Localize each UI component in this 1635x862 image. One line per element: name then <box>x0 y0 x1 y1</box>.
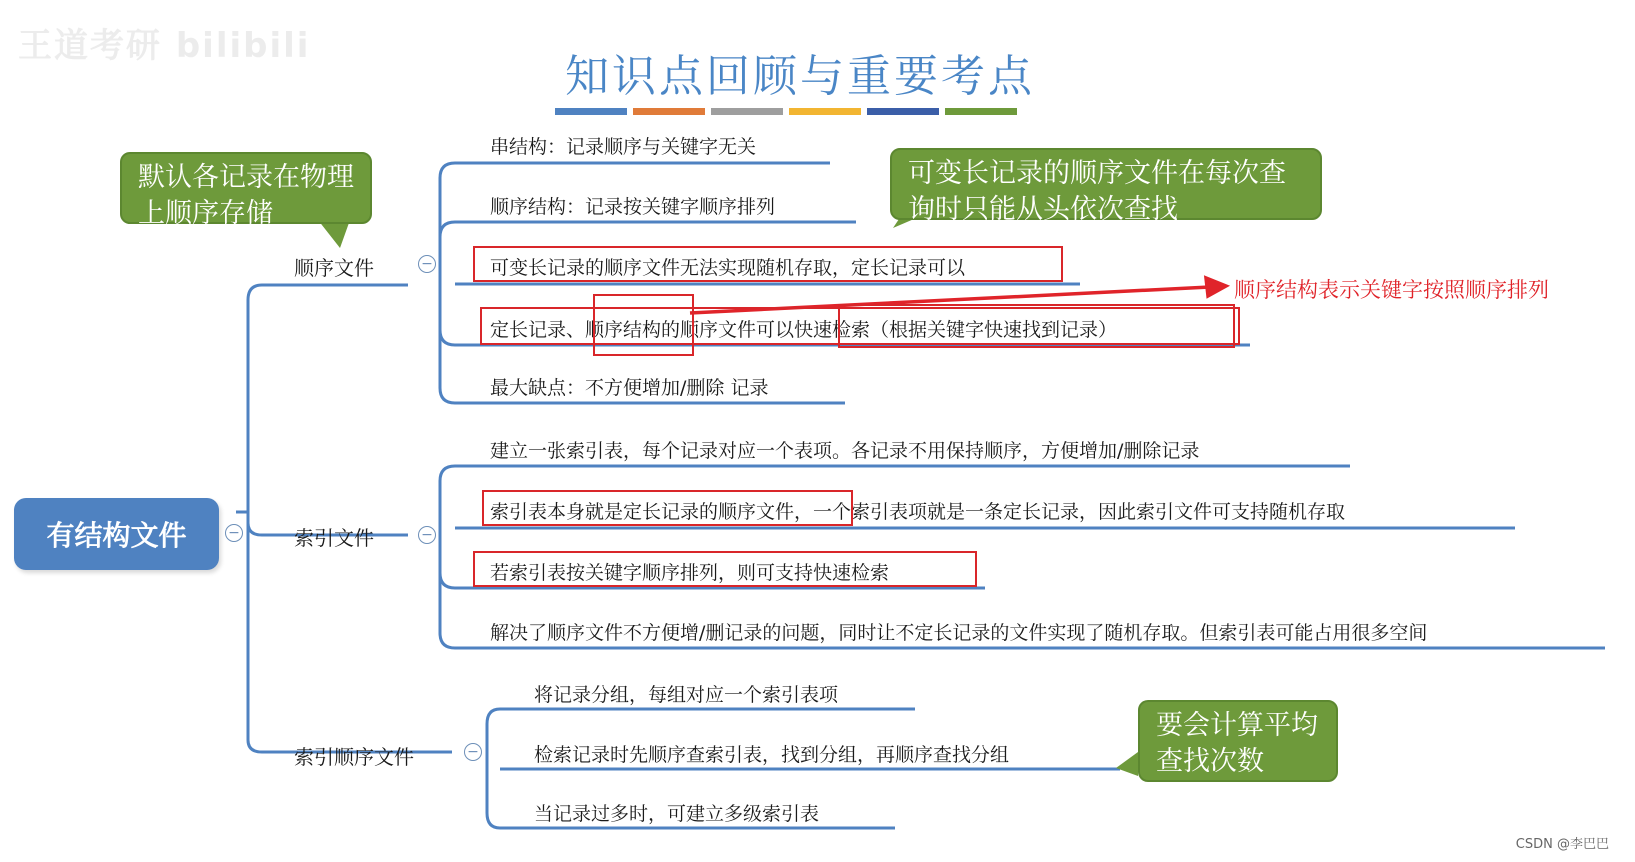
annotation-note: 顺序结构表示关键字按照顺序排列 <box>1234 278 1549 302</box>
seq-leaf-sequential-structure: 顺序结构：记录按关键字顺序排列 <box>490 196 776 218</box>
callout-tail-physical <box>318 220 350 248</box>
sequential-collapse-button[interactable]: − <box>418 255 436 273</box>
idx-leaf-build-table: 建立一张索引表，每个记录对应一个表项。各记录不用保持顺序，方便增加/删除记录 <box>490 440 1200 462</box>
root-collapse-button[interactable]: − <box>225 524 243 542</box>
watermark-logo: 王道考研 bilibili <box>18 26 311 66</box>
idx-leaf-solved-problems: 解决了顺序文件不方便增/删记录的问题，同时让不定长记录的文件实现了随机存取。但索引表可能占用很多空间 <box>490 622 1428 644</box>
root-node[interactable]: 有结构文件 <box>14 498 219 570</box>
idxseq-leaf-multilevel: 当记录过多时，可建立多级索引表 <box>534 803 820 825</box>
branch-sequential-file[interactable]: 顺序文件 <box>294 256 374 280</box>
highlight-index-table-itself <box>482 490 853 526</box>
highlight-sequential-structure <box>593 294 694 356</box>
branch-indexed-sequential-file[interactable]: 索引顺序文件 <box>294 745 414 769</box>
credit-text: CSDN @李巴巴 <box>1515 837 1609 852</box>
index-collapse-button[interactable]: − <box>418 526 436 544</box>
idx-leaf-table-is-sequential: 索引表本身就是定长记录的顺序文件，一个索引表项就是一条定长记录，因此索引文件可支持随机存取 <box>490 501 1346 523</box>
idx-leaf-sorted-fast: 若索引表按关键字顺序排列，则可支持快速检索 <box>490 562 890 584</box>
callout-average-search: 要会计算平均查找次数 <box>1138 700 1338 782</box>
highlight-index-sorted <box>473 551 977 587</box>
seq-leaf-drawback: 最大缺点：不方便增加/删除 记录 <box>490 377 769 399</box>
seq-leaf-string-structure: 串结构：记录顺序与关键字无关 <box>490 136 757 158</box>
annotation-arrowhead <box>1206 278 1226 296</box>
seq-leaf-variable-length: 可变长记录的顺序文件无法实现随机存取，定长记录可以 <box>490 257 966 279</box>
seq-spine <box>440 163 455 265</box>
seq-leaf-fixed-length-fast: 定长记录、顺序结构的顺序文件可以快速检索（根据关键字快速找到记录） <box>490 319 1118 341</box>
idxseq-leaf-search: 检索记录时先顺序查索引表，找到分组，再顺序查找分组 <box>534 744 1010 766</box>
callout-physical-order: 默认各记录在物理上顺序存储 <box>120 152 372 224</box>
idxseq-leaf-grouping: 将记录分组，每组对应一个索引表项 <box>534 684 839 706</box>
callout-variable-length: 可变长记录的顺序文件在每次查询时只能从头依次查找 <box>890 148 1322 220</box>
highlight-fast-search <box>838 304 1235 348</box>
root-to-indexed-seq <box>248 523 452 752</box>
root-spine <box>236 285 408 512</box>
indexed-sequential-collapse-button[interactable]: − <box>464 743 482 761</box>
callout-tail-avg <box>1116 752 1138 776</box>
highlight-variable-length <box>473 246 1063 282</box>
page-title: 知识点回顾与重要考点 <box>565 51 1035 102</box>
branch-index-file[interactable]: 索引文件 <box>294 526 374 550</box>
